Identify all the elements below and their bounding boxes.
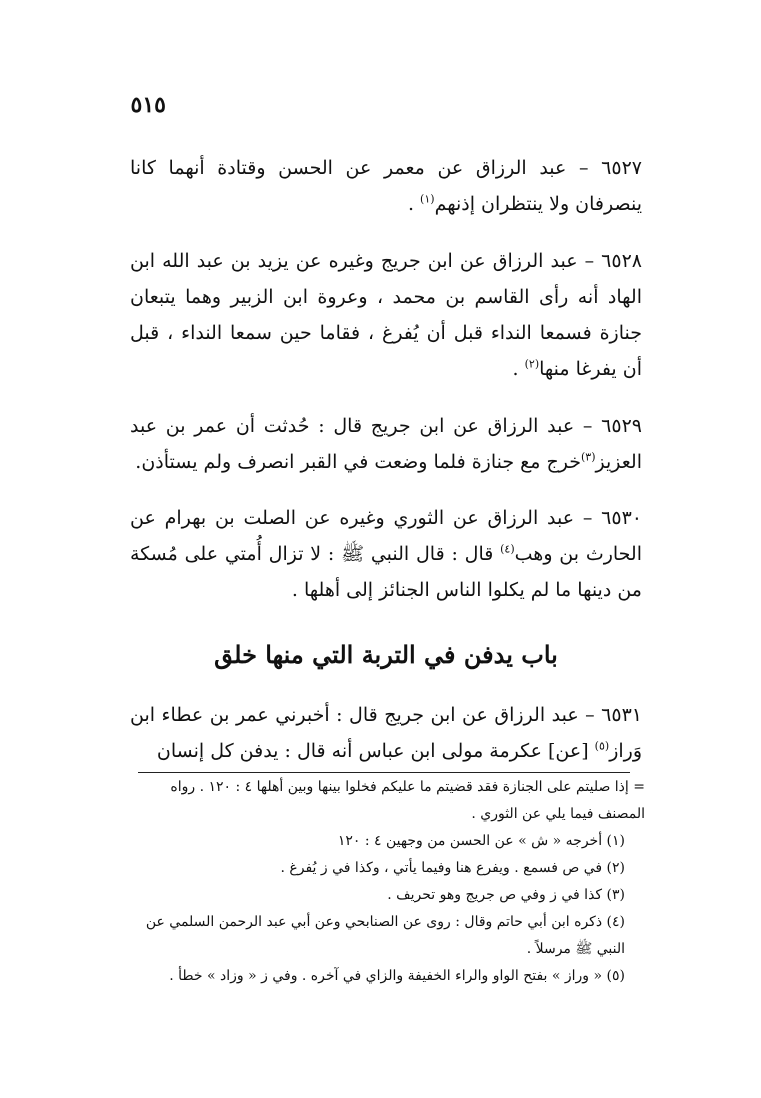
footnote-ref: (٤)	[500, 542, 515, 556]
hadith-text: ٦٥٣٠ – عبد الرزاق عن الثوري وغيره عن الصلت بن بهرام عن الحارث بن وهب	[130, 507, 642, 565]
footnote-divider	[138, 772, 630, 773]
footnote-ref: (٢)	[524, 357, 540, 371]
footnote-ref: (٥)	[594, 739, 610, 753]
chapter-heading: باب يدفن في التربة التي منها خلق	[214, 640, 558, 669]
hadith-6529	[130, 408, 642, 480]
hadith-text: ٦٥٢٩ – عبد الرزاق عن ابن جريج قال : حُدثت أن عمر بن عبد العزيز	[130, 415, 642, 473]
footnote-4: (٤) ذكره ابن أبي حاتم وقال : روى عن الصنابحي وعن أبي عبد الرحمن السلمي عن النبي ﷺ مرسلاً .	[145, 914, 625, 957]
hadith-end: [عن] عكرمة مولى ابن عباس أنه قال : يدفن كل إنسان	[156, 740, 595, 762]
footnote-continuation: = إذا صليتم على الجنازة فقد قضيتم ما عليكم فخلوا بينها وبين أهلها ٤ : ١٢٠ . رواه المصنف فيما يلي عن الثوري .	[170, 779, 645, 822]
hadith-text: ٦٥٢٨ – عبد الرزاق عن ابن جريج وغيره عن يزيد بن عبد الله ابن الهاد أنه رأى القاسم بن محمد ، وعروة ابن الزبير وهما يتبعان جنازة فسمعا النداء قبل أن يُفرغ ، فقاما حين سمعا النداء ، قبل أن يفرغا منها	[130, 250, 642, 380]
hadith-6531	[130, 697, 642, 769]
hadith-6530	[130, 500, 642, 608]
hadith-6528	[130, 243, 642, 387]
footnote-2: (٢) في ص فسمع . ويفرع هنا وفيما يأتي ، وكذا في ز يُفرغ .	[280, 860, 625, 876]
hadith-end: .	[407, 193, 421, 215]
hadith-text: ٦٥٣١ – عبد الرزاق عن ابن جريج قال : أخبرني عمر بن عطاء ابن وَراز	[130, 704, 642, 762]
page-number: ٥١٥	[130, 92, 166, 118]
hadith-end: خرج مع جنازة فلما وضعت في القبر انصرف ولم يستأذن.	[135, 451, 581, 473]
hadith-end: قال : قال النبي ﷺ : لا تزال أُمتي على مُسكة من دينها ما لم يكلوا الناس الجنائز إلى أهلها .	[130, 543, 642, 601]
footnote-ref: (٣)	[580, 450, 596, 464]
footnotes-section	[130, 774, 645, 990]
hadith-end: .	[512, 358, 525, 380]
hadith-text: ٦٥٢٧ – عبد الرزاق عن معمر عن الحسن وقتادة أنهما كانا ينصرفان ولا ينتظران إذنهم	[130, 157, 642, 215]
footnote-5: (٥) « وراز » بفتح الواو والراء الخفيفة والزاي في آخره . وفي ز « وزاد » خطأ .	[169, 968, 625, 984]
footnote-3: (٣) كذا في ز وفي ص جريج وهو تحريف .	[387, 887, 625, 903]
hadith-6527	[130, 150, 642, 222]
footnote-1: (١) أخرجه « ش » عن الحسن من وجهين ٤ : ١٢٠	[337, 833, 625, 849]
footnote-ref: (١)	[420, 192, 435, 206]
